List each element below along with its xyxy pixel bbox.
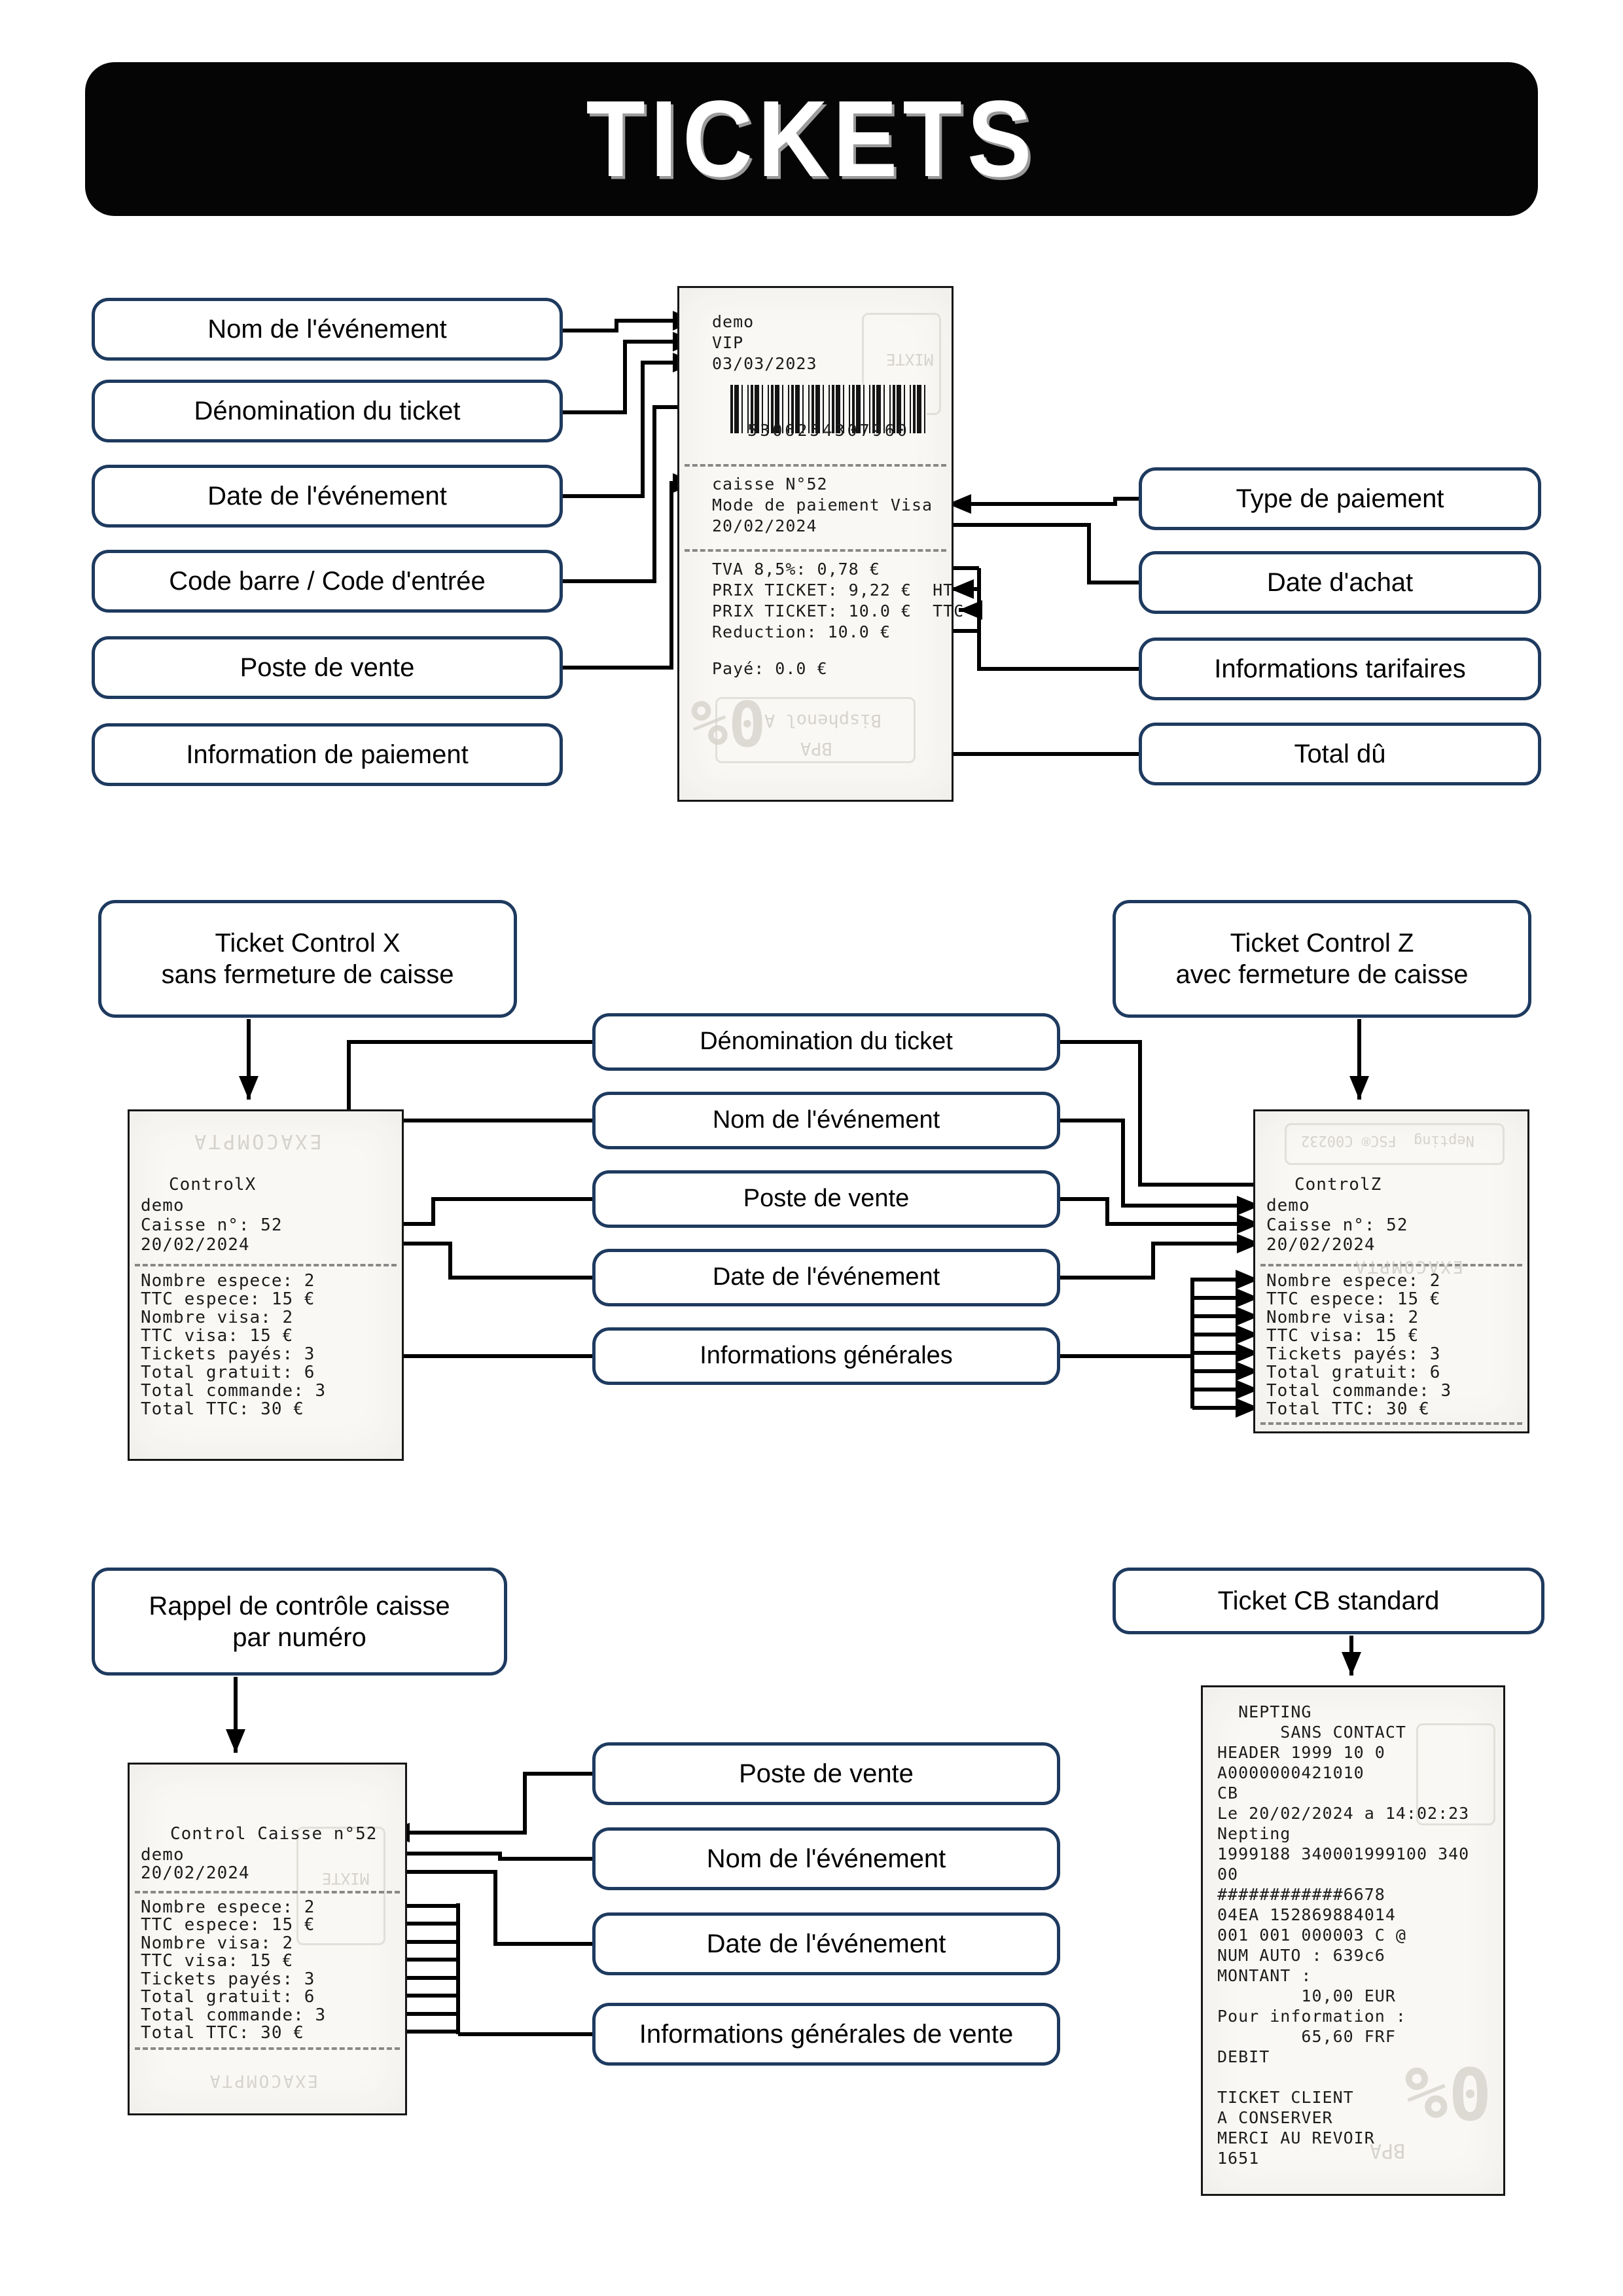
callout-date-evenement-2: Date de l'événement (592, 1249, 1060, 1306)
cb-line: 1999188 340001999100 340 (1217, 1844, 1470, 1863)
info-line: Total gratuit: 6 (141, 1363, 315, 1382)
cb-line: 65,60 FRF (1217, 2027, 1396, 2046)
ticket-reduction: Reduction: 10.0 € (712, 622, 891, 641)
dashed-separator (135, 2047, 400, 2050)
nepting-watermark: Nepting FSC® C00232 (1301, 1132, 1474, 1149)
controlz-event: demo (1266, 1196, 1310, 1215)
bpa-watermark: BPA (800, 738, 832, 759)
controlz-title: ControlZ (1294, 1175, 1382, 1194)
callout-date-evenement: Date de l'événement (92, 465, 563, 528)
ticket-cb (1201, 1685, 1505, 2196)
info-line: Nombre espece: 2 (141, 1271, 315, 1291)
header-rappel-controle-caisse: Rappel de contrôle caisse par numéro (92, 1568, 507, 1676)
callout-informations-generales-vente: Informations générales de vente (592, 2003, 1060, 2066)
ticket-name: VIP (712, 333, 744, 352)
callout-informations-generales: Informations générales (592, 1327, 1060, 1385)
cb-line: A CONSERVER (1217, 2108, 1333, 2127)
ticket-control-caisse (128, 1763, 407, 2115)
cb-line: Nepting (1217, 1824, 1291, 1843)
exacompta-watermark: EXACOMPTA (192, 1130, 322, 1153)
cb-line: 10,00 EUR (1217, 1986, 1396, 2005)
controlx-title: ControlX (169, 1175, 257, 1194)
cb-line: CB (1217, 1784, 1239, 1803)
ticket-price-ht: PRIX TICKET: 9,22 € HT (712, 581, 954, 600)
caisse-title: Control Caisse n°52 (170, 1824, 378, 1844)
info-line: Total TTC: 30 € (1266, 1399, 1430, 1419)
cb-line: HEADER 1999 10 0 (1217, 1743, 1385, 1762)
info-line: TTC espece: 15 € (141, 1289, 315, 1309)
callout-denomination-ticket-2: Dénomination du ticket (592, 1013, 1060, 1071)
cb-line: 001 001 000003 C @ (1217, 1926, 1406, 1945)
cb-line: SANS CONTACT (1217, 1723, 1406, 1742)
caisse-date: 20/02/2024 (141, 1863, 250, 1883)
info-line: Nombre espece: 2 (141, 1897, 315, 1917)
cb-line: 04EA 152869884014 (1217, 1905, 1396, 1924)
controlz-register: Caisse n°: 52 (1266, 1215, 1408, 1235)
controlx-event: demo (141, 1196, 185, 1215)
cb-line: MONTANT : (1217, 1966, 1312, 1985)
dashed-separator (685, 464, 946, 467)
info-line: Nombre visa: 2 (141, 1308, 294, 1327)
info-line: Total commande: 3 (141, 2005, 327, 2025)
callout-poste-de-vente-2: Poste de vente (592, 1170, 1060, 1228)
page-title: TICKETS (586, 78, 1037, 200)
callout-nom-evenement: Nom de l'événement (92, 298, 563, 361)
controlz-date: 20/02/2024 (1266, 1235, 1376, 1255)
info-line: Nombre visa: 2 (1266, 1308, 1419, 1327)
fsc-watermark-text: MIXTE (321, 1869, 369, 1888)
info-line: Total commande: 3 (141, 1381, 327, 1401)
controlx-date: 20/02/2024 (141, 1235, 250, 1255)
cb-line: NEPTING (1217, 1702, 1312, 1721)
exacompta-watermark: EXACOMPTA (1353, 1257, 1463, 1276)
callout-poste-de-vente: Poste de vente (92, 636, 563, 699)
ticket-event-name: demo (712, 312, 755, 331)
barcode-number: 5306254307960 (747, 421, 910, 440)
ticket-payment-mode: Mode de paiement Visa (712, 495, 933, 514)
cb-line: DEBIT (1217, 2047, 1270, 2066)
fsc-watermark-text: MIXTE (885, 350, 933, 368)
exacompta-watermark: EXACOMPTA (208, 2071, 318, 2090)
callout-code-barre: Code barre / Code d'entrée (92, 550, 563, 613)
cb-line: NUM AUTO : 639c6 (1217, 1946, 1385, 1965)
zero-pct-watermark: 0% (1404, 2051, 1491, 2134)
callout-informations-tarifaires: Informations tarifaires (1139, 637, 1541, 700)
bpa-watermark: BPA (1369, 2139, 1405, 2162)
header-ticket-cb-standard: Ticket CB standard (1113, 1568, 1544, 1634)
dashed-separator (685, 549, 946, 552)
zero-pct-watermark: 0% (691, 686, 766, 758)
ticket-control-x (128, 1109, 404, 1461)
dashed-separator (135, 1264, 397, 1266)
info-line: TTC visa: 15 € (1266, 1326, 1419, 1346)
callout-poste-de-vente-3: Poste de vente (592, 1742, 1060, 1805)
callout-information-paiement: Information de paiement (92, 723, 563, 786)
callout-date-achat: Date d'achat (1139, 551, 1541, 614)
header-ticket-control-z: Ticket Control Z avec fermeture de caisse (1113, 900, 1531, 1018)
info-line: Nombre visa: 2 (141, 1933, 294, 1953)
bisphenol-watermark: Bisphenol A (764, 710, 882, 730)
info-line: Tickets payés: 3 (141, 1969, 315, 1989)
info-line: Total TTC: 30 € (141, 1399, 304, 1419)
controlx-register: Caisse n°: 52 (141, 1215, 283, 1235)
info-line: Nombre espece: 2 (1266, 1271, 1441, 1291)
cb-line: A0000000421010 (1217, 1763, 1364, 1782)
cb-line: 1651 (1217, 2149, 1260, 2168)
info-line: Total commande: 3 (1266, 1381, 1452, 1401)
cb-line: TICKET CLIENT (1217, 2088, 1354, 2107)
info-line: TTC visa: 15 € (141, 1951, 294, 1971)
ticket-vat-line: TVA 8,5%: 0,78 € (712, 560, 880, 579)
ticket-price-ttc: PRIX TICKET: 10.0 € TTC (712, 601, 965, 620)
callout-date-evenement-3: Date de l'événement (592, 1912, 1060, 1975)
ticket-entree (677, 286, 965, 802)
dashed-separator (1260, 1422, 1522, 1425)
info-line: Total gratuit: 6 (1266, 1363, 1441, 1382)
info-line: TTC espece: 15 € (141, 1915, 315, 1935)
ticket-register: caisse N°52 (712, 475, 828, 493)
cb-line: ############6678 (1217, 1885, 1385, 1904)
info-line: TTC espece: 15 € (1266, 1289, 1441, 1309)
callout-total-du: Total dû (1139, 723, 1541, 785)
title-banner (85, 62, 1538, 216)
info-line: TTC visa: 15 € (141, 1326, 294, 1346)
ticket-purchase-date: 20/02/2024 (712, 516, 817, 535)
cb-line: 00 (1217, 1865, 1239, 1884)
ticket-paid: Payé: 0.0 € (712, 659, 828, 678)
callout-nom-evenement-3: Nom de l'événement (592, 1827, 1060, 1890)
info-line: Total TTC: 30 € (141, 2023, 304, 2043)
caisse-event: demo (141, 1845, 185, 1865)
dashed-separator (135, 1891, 400, 1893)
info-line: Tickets payés: 3 (141, 1344, 315, 1364)
callout-type-paiement: Type de paiement (1139, 467, 1541, 530)
cb-line: MERCI AU REVOIR (1217, 2128, 1375, 2147)
callout-denomination-ticket: Dénomination du ticket (92, 380, 563, 442)
callout-nom-evenement-2: Nom de l'événement (592, 1092, 1060, 1149)
ticket-control-z (1253, 1109, 1529, 1433)
cb-line: Le 20/02/2024 a 14:02:23 (1217, 1804, 1470, 1823)
cb-line: Pour information : (1217, 2007, 1406, 2026)
header-ticket-control-x: Ticket Control X sans fermeture de caisse (98, 900, 517, 1018)
info-line: Total gratuit: 6 (141, 1987, 315, 2007)
info-line: Tickets payés: 3 (1266, 1344, 1441, 1364)
ticket-event-date: 03/03/2023 (712, 354, 817, 373)
